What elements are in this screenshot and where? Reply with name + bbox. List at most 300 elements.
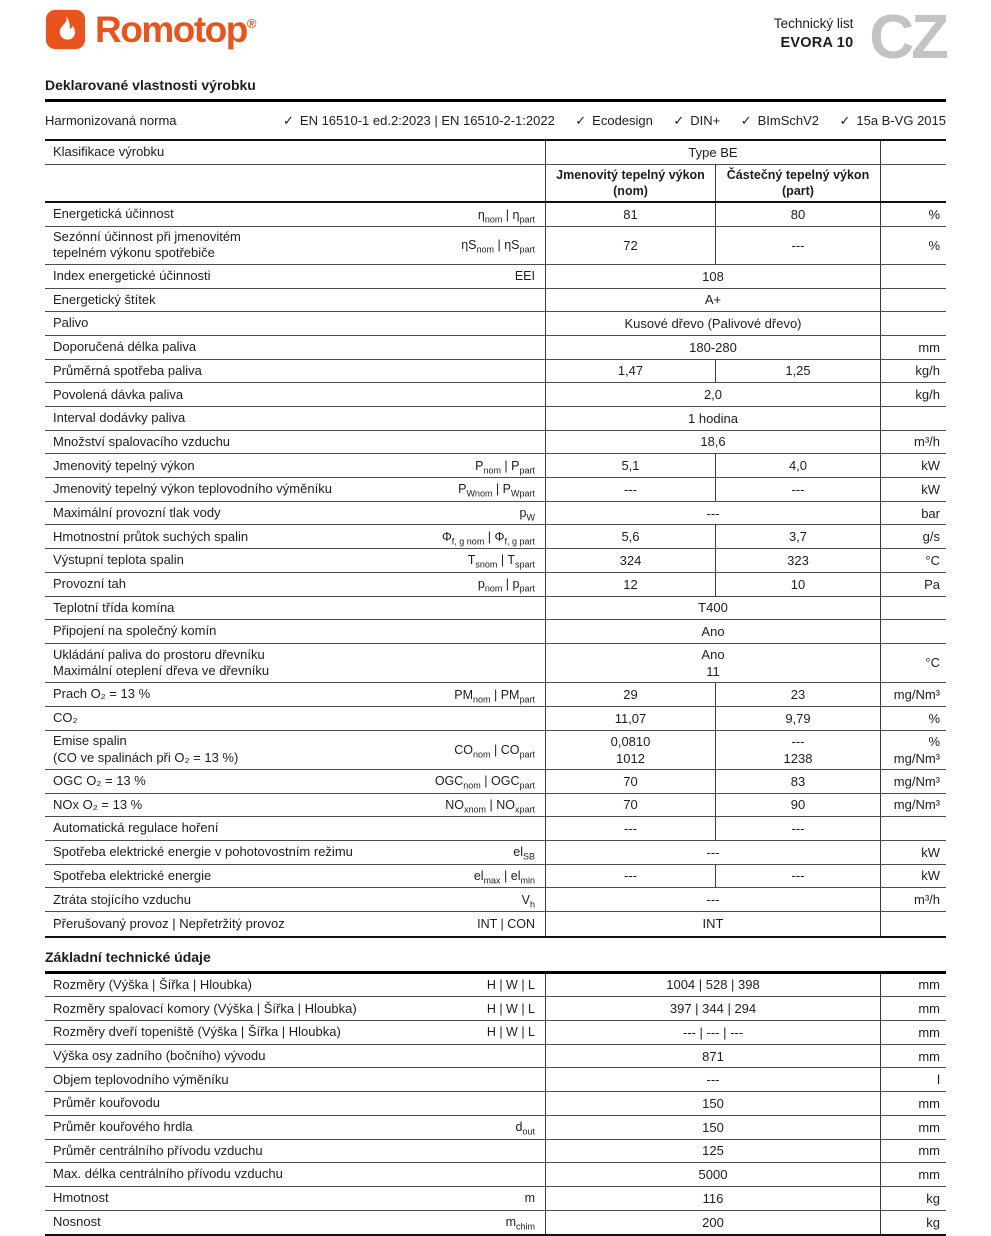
row-label-cell xyxy=(45,683,545,706)
checkmark-icon: ✓ xyxy=(283,112,294,128)
row-value: --- xyxy=(545,888,880,911)
row-label-cell xyxy=(45,644,545,682)
row-unit: kg/h xyxy=(880,360,946,383)
row-label-line: Sezónní účinnost při jmenovitém xyxy=(53,229,241,245)
row-unit xyxy=(880,265,946,288)
table-row xyxy=(45,794,946,818)
column-header-line: (nom) xyxy=(613,183,648,198)
row-value: A+ xyxy=(545,289,880,312)
row-value: 125 xyxy=(545,1140,880,1163)
brand-wordmark xyxy=(95,11,256,48)
row-label: Objem teplovodního výměníku xyxy=(53,1071,229,1087)
table-row xyxy=(45,1021,946,1045)
table-row xyxy=(45,1187,946,1211)
row-value: --- xyxy=(545,841,880,864)
column-header-line: Jmenovitý tepelný výkon xyxy=(556,167,705,182)
row-value-part: 10 xyxy=(715,573,880,596)
row-value-part: 83 xyxy=(715,770,880,793)
row-value: 2,0 xyxy=(545,383,880,406)
row-label-line: Emise spalin xyxy=(53,733,127,749)
table-row xyxy=(45,227,946,265)
row-unit xyxy=(880,644,946,682)
row-label: Hmotnost xyxy=(53,1190,109,1206)
row-unit xyxy=(880,597,946,620)
row-symbol: $OGC_{nom}$ | $OGC_{part}$ xyxy=(434,774,535,791)
row-value: INT xyxy=(545,912,880,936)
declared-properties-table xyxy=(45,139,946,938)
row-symbol: $d_{out}$ xyxy=(515,1120,535,1137)
row-label: Průměr kouřového hrdla xyxy=(53,1119,193,1135)
row-value-line: 0,0810 xyxy=(610,733,651,749)
row-unit: kW xyxy=(880,454,946,477)
row-label: Množství spalovacího vzduchu xyxy=(53,433,231,449)
row-value-nom: 11,07 xyxy=(545,707,715,730)
row-symbol: $P_{Wnom}$ | $P_{Wpart}$ xyxy=(458,482,535,499)
row-label xyxy=(53,733,238,766)
header-right xyxy=(773,3,946,72)
row-unit xyxy=(880,731,946,769)
row-label-cell xyxy=(45,454,545,477)
row-label-cell xyxy=(45,731,545,769)
norm-item xyxy=(741,113,819,129)
table-row xyxy=(45,265,946,289)
row-unit xyxy=(880,289,946,312)
table-row xyxy=(45,1163,946,1187)
row-value: 397 | 344 | 294 xyxy=(545,997,880,1020)
row-value-part: --- xyxy=(715,478,880,501)
row-label: CO₂ xyxy=(53,710,78,726)
row-label-cell xyxy=(45,265,545,288)
row-symbol: $p_W$ xyxy=(519,506,535,523)
row-label: OGC O₂ = 13 % xyxy=(53,773,146,789)
row-value-line: 11 xyxy=(706,664,720,680)
table-row xyxy=(45,770,946,794)
row-value-part: 323 xyxy=(715,549,880,572)
row-unit: mm xyxy=(880,1163,946,1186)
norm-item xyxy=(283,113,555,129)
row-label-cell xyxy=(45,573,545,596)
row-unit xyxy=(880,141,946,164)
row-value: 150 xyxy=(545,1116,880,1139)
flame-icon xyxy=(45,9,86,50)
row-unit xyxy=(880,312,946,335)
row-value xyxy=(545,644,880,682)
row-value-nom: 12 xyxy=(545,573,715,596)
row-symbol: $CO_{nom}$ | $CO_{part}$ xyxy=(454,742,535,760)
row-label: Spotřeba elektrické energie v pohotovostním režimu xyxy=(53,844,353,860)
row-value-part: 90 xyxy=(715,794,880,817)
row-label: Ztráta stojícího vzduchu xyxy=(53,891,192,907)
row-symbol: m xyxy=(524,1191,535,1206)
row-label-cell xyxy=(45,227,545,264)
row-unit: °C xyxy=(880,549,946,572)
row-value: Ano xyxy=(545,620,880,643)
norm-item xyxy=(673,113,720,129)
row-label: Připojení na společný komín xyxy=(53,623,217,639)
row-value: 180-280 xyxy=(545,336,880,359)
row-value-part: 23 xyxy=(715,683,880,706)
norm-item-label: 15a B-VG 2015 xyxy=(856,112,946,128)
row-value: 18,6 xyxy=(545,431,880,454)
section-title-technical: Základní technické údaje xyxy=(45,949,946,974)
table-row xyxy=(45,683,946,707)
row-unit: m³/h xyxy=(880,431,946,454)
row-label-cell xyxy=(45,770,545,793)
row-unit: m³/h xyxy=(880,888,946,911)
norm-item xyxy=(839,113,946,129)
row-label: NOx O₂ = 13 % xyxy=(53,796,143,812)
row-unit xyxy=(880,165,946,202)
row-unit xyxy=(880,407,946,430)
row-unit: mm xyxy=(880,336,946,359)
row-symbol: H | W | L xyxy=(486,1001,535,1016)
row-unit: mg/Nm³ xyxy=(880,794,946,817)
table-row xyxy=(45,502,946,526)
row-label: Automatická regulace hoření xyxy=(53,820,219,836)
table-row xyxy=(45,997,946,1021)
row-value-line: 1012 xyxy=(616,750,645,766)
row-label-line: Ukládání paliva do prostoru dřevníku xyxy=(53,646,265,662)
document-type: Technický list xyxy=(773,16,854,31)
table-row xyxy=(45,865,946,889)
row-unit: kW xyxy=(880,841,946,864)
column-header-line: Částečný tepelný výkon xyxy=(726,167,870,182)
row-unit: g/s xyxy=(880,525,946,548)
row-value: --- xyxy=(545,1068,880,1091)
row-label-cell xyxy=(45,620,545,643)
row-label xyxy=(53,229,241,262)
document-meta xyxy=(774,9,854,51)
row-label: Provozní tah xyxy=(53,576,126,592)
row-unit-line: mg/Nm³ xyxy=(893,750,940,766)
language-code: CZ xyxy=(869,3,946,72)
table-row xyxy=(45,1045,946,1069)
row-label-line: Maximální oteplení dřeva ve dřevníku xyxy=(53,663,270,679)
row-symbol: $el_{max}$ | $el_{min}$ xyxy=(473,868,535,886)
row-label-cell xyxy=(45,203,545,226)
row-label: Interval dodávky paliva xyxy=(53,410,186,426)
column-header-nom xyxy=(545,165,715,202)
row-value-part: 80 xyxy=(715,203,880,226)
romotop-logo xyxy=(45,9,256,50)
row-value: 871 xyxy=(545,1045,880,1068)
row-value-nom: 70 xyxy=(545,794,715,817)
row-unit: mm xyxy=(880,1021,946,1044)
row-label-cell xyxy=(45,1092,545,1115)
checkmark-icon: ✓ xyxy=(740,112,752,128)
checkmark-icon: ✓ xyxy=(839,112,851,128)
table-row xyxy=(45,336,946,360)
table-row xyxy=(45,573,946,597)
row-value-part: 1,25 xyxy=(715,360,880,383)
row-label-cell xyxy=(45,1045,545,1068)
row-label xyxy=(53,647,269,680)
row-value-nom: 324 xyxy=(545,549,715,572)
row-value-nom: --- xyxy=(545,817,715,840)
row-unit xyxy=(880,620,946,643)
table-row xyxy=(45,454,946,478)
table-row xyxy=(45,1211,946,1235)
table-row xyxy=(45,289,946,313)
row-label-cell xyxy=(45,141,545,164)
row-value: Kusové dřevo (Palivové dřevo) xyxy=(545,312,880,335)
row-symbol: H | W | L xyxy=(486,978,535,993)
row-label: Rozměry dveří topeniště (Výška | Šířka | Hloubka) xyxy=(53,1024,341,1040)
row-unit: kW xyxy=(880,478,946,501)
table-row xyxy=(45,912,946,936)
row-label-cell xyxy=(45,794,545,817)
row-value-nom xyxy=(545,731,715,769)
product-name: EVORA 10 xyxy=(780,35,854,51)
row-label-cell xyxy=(45,407,545,430)
row-unit: kg/h xyxy=(880,383,946,406)
row-label-cell xyxy=(45,383,545,406)
row-value-nom: 72 xyxy=(545,227,715,264)
row-label-cell xyxy=(45,707,545,730)
row-value-nom: 1,47 xyxy=(545,360,715,383)
harmonized-norm-row xyxy=(45,102,946,139)
checkmark-icon: ✓ xyxy=(575,112,587,128)
row-unit: mg/Nm³ xyxy=(880,770,946,793)
row-value-part: --- xyxy=(715,227,880,264)
row-value-line: --- xyxy=(791,733,805,749)
row-label: Klasifikace výrobku xyxy=(53,144,165,160)
row-symbol: $\Phi_{f, g nom}$ | $\Phi_{f, g part}$ xyxy=(441,529,535,547)
row-label: Energetická účinnost xyxy=(53,206,174,222)
row-symbol: $V_h$ xyxy=(521,892,535,910)
row-unit: Pa xyxy=(880,573,946,596)
table-row xyxy=(45,974,946,998)
row-value: 108 xyxy=(545,265,880,288)
row-label: Průměr centrálního přívodu vzduchu xyxy=(53,1142,263,1158)
row-label-cell xyxy=(45,165,545,202)
row-symbol: $\eta S_{nom}$ | $\eta S_{part}$ xyxy=(461,238,535,255)
section-title-declared: Deklarované vlastnosti výrobku xyxy=(45,77,946,102)
row-label: Nosnost xyxy=(53,1214,101,1230)
row-unit: bar xyxy=(880,502,946,525)
row-label: Hmotnostní průtok suchých spalin xyxy=(53,528,249,544)
row-unit-line: % xyxy=(928,733,940,749)
row-unit: mm xyxy=(880,1092,946,1115)
table-row xyxy=(45,1092,946,1116)
row-label-cell xyxy=(45,1211,545,1235)
row-value: 150 xyxy=(545,1092,880,1115)
row-label-cell xyxy=(45,289,545,312)
row-unit-line: °C xyxy=(925,655,940,671)
row-unit: mm xyxy=(880,1116,946,1139)
row-unit xyxy=(880,912,946,936)
column-header-part xyxy=(715,165,880,202)
row-symbol: INT | CON xyxy=(477,916,535,931)
row-label-cell xyxy=(45,865,545,888)
table-row xyxy=(45,525,946,549)
row-label-cell xyxy=(45,888,545,911)
row-label-cell xyxy=(45,478,545,501)
row-symbol: $\eta_{nom}$ | $\eta_{part}$ xyxy=(477,207,535,225)
row-value-nom: 29 xyxy=(545,683,715,706)
brand-name: Romotop xyxy=(95,9,247,50)
row-label-line: (CO ve spalinách při O₂ = 13 %) xyxy=(53,749,239,765)
table-row xyxy=(45,707,946,731)
table-row xyxy=(45,549,946,573)
table-row xyxy=(45,141,946,165)
table-row xyxy=(45,841,946,865)
table-row xyxy=(45,1140,946,1164)
row-label-cell xyxy=(45,502,545,525)
column-header-line: (part) xyxy=(782,183,814,198)
row-unit: % xyxy=(880,203,946,226)
norm-item xyxy=(575,113,653,129)
row-label-cell xyxy=(45,336,545,359)
row-value-line: 1238 xyxy=(783,750,813,766)
row-label: Průměr kouřovodu xyxy=(53,1095,160,1111)
row-symbol: $el_{SB}$ xyxy=(513,845,535,862)
row-value-part xyxy=(715,731,880,769)
table-row xyxy=(45,203,946,227)
row-value: 116 xyxy=(545,1187,880,1210)
harmonized-norm-items xyxy=(283,113,946,129)
harmonized-norm-label: Harmonizovaná norma xyxy=(45,113,177,128)
row-symbol: $NO_{xnom}$ | $NO_{xpart}$ xyxy=(445,797,535,815)
row-unit: % xyxy=(880,227,946,264)
row-label: Doporučená délka paliva xyxy=(53,339,197,355)
row-label-cell xyxy=(45,912,545,936)
row-symbol: $m_{chim}$ xyxy=(505,1215,535,1232)
row-value-nom: 5,6 xyxy=(545,525,715,548)
row-label-cell xyxy=(45,1021,545,1044)
row-unit: mm xyxy=(880,1140,946,1163)
row-label-cell xyxy=(45,1140,545,1163)
row-unit: mm xyxy=(880,997,946,1020)
row-value: 200 xyxy=(545,1211,880,1235)
column-header-row xyxy=(45,165,946,204)
row-value-line: Ano xyxy=(701,646,725,662)
row-value: 1 hodina xyxy=(545,407,880,430)
row-label-cell xyxy=(45,817,545,840)
row-label: Index energetické účinnosti xyxy=(53,268,211,284)
row-value: Type BE xyxy=(545,141,880,164)
row-symbol: $p_{nom}$ | $p_{part}$ xyxy=(477,577,535,594)
row-value-nom: 5,1 xyxy=(545,454,715,477)
row-label: Maximální provozní tlak vody xyxy=(53,504,221,520)
table-row xyxy=(45,731,946,770)
table-row xyxy=(45,478,946,502)
row-label: Výška osy zadního (bočního) vývodu xyxy=(53,1047,266,1063)
table-row xyxy=(45,360,946,384)
row-unit: mm xyxy=(880,1045,946,1068)
technical-data-table xyxy=(45,974,946,1236)
row-label: Prach O₂ = 13 % xyxy=(53,686,151,702)
row-label: Povolená dávka paliva xyxy=(53,386,184,402)
row-label: Průměrná spotřeba paliva xyxy=(53,362,202,378)
row-symbol: H | W | L xyxy=(486,1025,535,1040)
row-unit: kg xyxy=(880,1211,946,1235)
row-label-cell xyxy=(45,1116,545,1139)
row-label: Palivo xyxy=(53,315,89,331)
row-label-cell xyxy=(45,312,545,335)
row-symbol: $P_{nom}$ | $P_{part}$ xyxy=(475,458,535,476)
table-row xyxy=(45,597,946,621)
row-unit: kW xyxy=(880,865,946,888)
row-label-cell xyxy=(45,525,545,548)
row-label-cell xyxy=(45,841,545,864)
row-value: 1004 | 528 | 398 xyxy=(545,974,880,997)
row-value: --- | --- | --- xyxy=(545,1021,880,1044)
row-unit: % xyxy=(880,707,946,730)
row-label-cell xyxy=(45,997,545,1020)
row-value-part: --- xyxy=(715,865,880,888)
norm-item-label: EN 16510-1 ed.2:2023 | EN 16510-2-1:2022 xyxy=(299,112,555,128)
row-value: 5000 xyxy=(545,1163,880,1186)
row-label-cell xyxy=(45,549,545,572)
registered-trademark: ® xyxy=(246,16,257,31)
row-unit: mm xyxy=(880,974,946,997)
row-label: Teplotní třída komína xyxy=(53,599,175,615)
row-label: Jmenovitý tepelný výkon xyxy=(53,457,195,473)
row-label: Spotřeba elektrické energie xyxy=(53,867,212,883)
row-label-cell xyxy=(45,1068,545,1091)
row-label-cell xyxy=(45,1187,545,1210)
table-row xyxy=(45,620,946,644)
row-label-cell xyxy=(45,1163,545,1186)
table-row xyxy=(45,383,946,407)
row-value: T400 xyxy=(545,597,880,620)
norm-item-label: BImSchV2 xyxy=(757,112,820,128)
table-row xyxy=(45,312,946,336)
row-value-nom: --- xyxy=(545,478,715,501)
table-row xyxy=(45,1068,946,1092)
row-value-part: 9,79 xyxy=(715,707,880,730)
table-row xyxy=(45,888,946,912)
row-symbol: EEI xyxy=(514,269,535,284)
row-label: Jmenovitý tepelný výkon teplovodního výměníku xyxy=(53,481,332,497)
table-row xyxy=(45,407,946,431)
row-label: Rozměry (Výška | Šířka | Hloubka) xyxy=(53,976,252,992)
row-label-cell xyxy=(45,597,545,620)
row-value-nom: 81 xyxy=(545,203,715,226)
row-value: --- xyxy=(545,502,880,525)
table-row xyxy=(45,644,946,683)
row-label: Přerušovaný provoz | Nepřetržitý provoz xyxy=(53,915,285,931)
row-value-nom: --- xyxy=(545,865,715,888)
row-unit: l xyxy=(880,1068,946,1091)
row-label: Výstupní teplota spalin xyxy=(53,552,184,568)
row-unit: kg xyxy=(880,1187,946,1210)
row-unit: mg/Nm³ xyxy=(880,683,946,706)
norm-item-label: DIN+ xyxy=(690,112,721,128)
table-row xyxy=(45,431,946,455)
norm-item-label: Ecodesign xyxy=(592,112,653,128)
table-row xyxy=(45,1116,946,1140)
row-label-cell xyxy=(45,360,545,383)
row-symbol: $PM_{nom}$ | $PM_{part}$ xyxy=(454,687,535,705)
row-label-cell xyxy=(45,431,545,454)
row-label: Max. délka centrálního přívodu vzduchu xyxy=(53,1166,283,1182)
row-label-cell xyxy=(45,974,545,997)
row-value-part: 3,7 xyxy=(715,525,880,548)
row-symbol: $T_{snom}$ | $T_{spart}$ xyxy=(467,553,535,570)
row-label: Rozměry spalovací komory (Výška | Šířka | Hloubka) xyxy=(53,1000,357,1016)
table-row xyxy=(45,817,946,841)
row-label-line: tepelném výkonu spotřebiče xyxy=(53,245,215,261)
checkmark-icon: ✓ xyxy=(673,112,685,128)
row-value-part: --- xyxy=(715,817,880,840)
row-value-nom: 70 xyxy=(545,770,715,793)
row-label: Energetický štítek xyxy=(53,291,156,307)
page-header xyxy=(45,0,946,72)
row-value-part: 4,0 xyxy=(715,454,880,477)
row-unit xyxy=(880,817,946,840)
